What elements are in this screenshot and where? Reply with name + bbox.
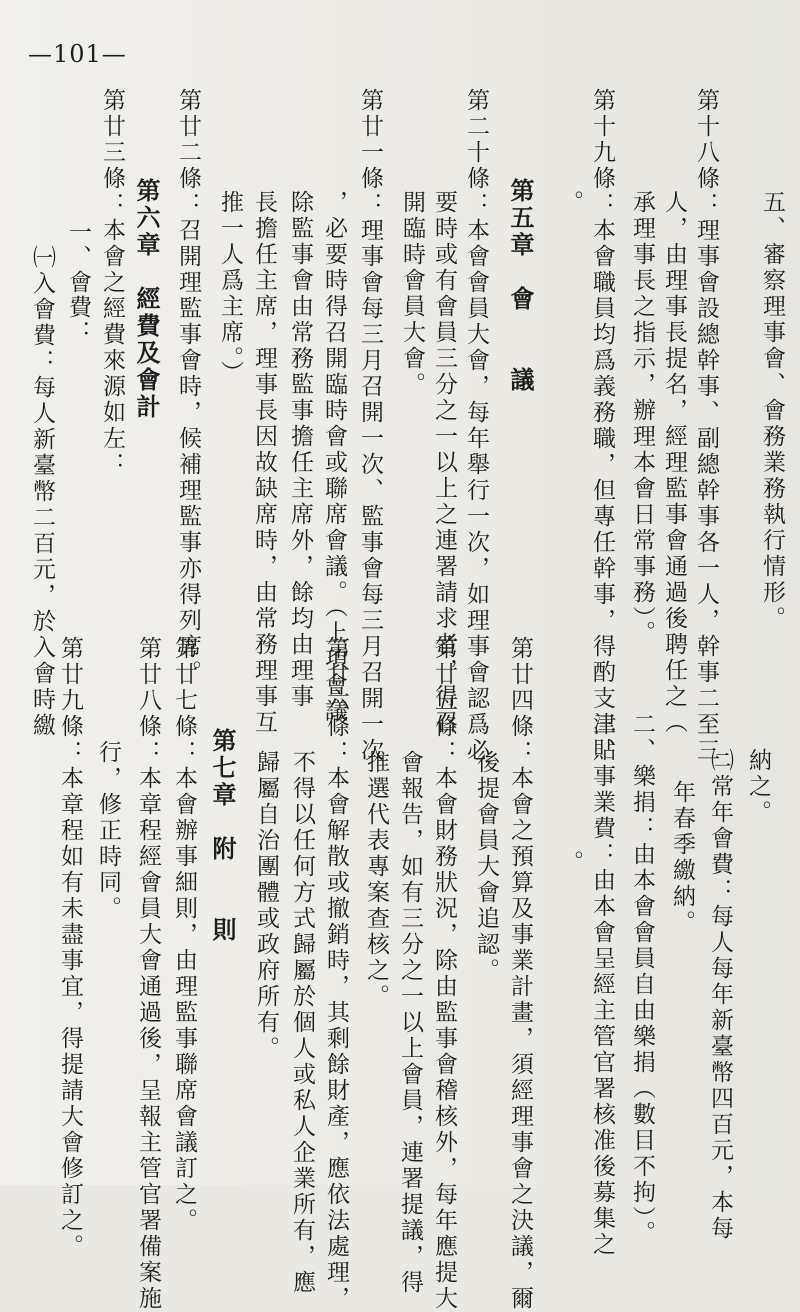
chapter-7-heading: 第七章 附 則	[208, 728, 236, 944]
article-28-line: 第廿八條：本章程經會員大會通過後，呈報主管官署備案施	[135, 636, 161, 1312]
article-29-line: 第廿九條：本章程如有未盡事宜，得提請大會修訂之。	[57, 636, 83, 1260]
page-number: —101—	[28, 40, 127, 68]
text-line: 承理事長之指示，辦理本會日常事務）。	[629, 190, 655, 647]
article-25-line: 第廿五條：本會財務狀況，除由監事會稽核外，每年應提大	[431, 636, 457, 1312]
article-26-line: 第廿六條：本會解散或撤銷時，其剩餘財產，應依法處理，	[323, 636, 349, 1312]
article-22-line: 第廿二條：召開理監事會時，候補理監事亦得列席。	[175, 88, 201, 686]
text-line: 行，修正時同。	[95, 740, 121, 922]
text-line: ㈠入會費：每人新臺幣二百元，於入會時繳	[29, 245, 55, 739]
article-19-line: 第十九條：本會職員均爲義務職，但專任幹事，得酌支津貼	[589, 88, 615, 764]
text-line: 納之。	[745, 748, 771, 826]
article-27-line: 第廿七條：本會辦事細則，由理監事聯席會議訂之。	[171, 636, 197, 1234]
text-line: 長擔任主席，理事長因故缺席時，由常務理事互	[251, 190, 277, 736]
text-line: 歸屬自治團體或政府所有。	[253, 750, 279, 1062]
text-line: ，必要時得召開臨時會或聯席會議。（上項會議	[321, 190, 347, 725]
text-line: 一、會費：	[65, 220, 91, 345]
article-24-line: 第廿四條：本會之預算及事業計畫，須經理事會之決議，爾	[507, 636, 533, 1312]
article-21-line: 第廿一條：理事會每三月召開一次、監事會每三月召開一次	[357, 88, 383, 764]
text-line: 會報告，如有三分之一以上會員，連署提議，得	[397, 750, 423, 1296]
text-line: 後提會員大會追認。	[473, 750, 499, 984]
text-line: 推一人爲主席。）	[217, 190, 243, 387]
text-line: 二、樂捐：由本會會員自由樂捐（數目不拘）。	[629, 712, 655, 1247]
text-line: 人，由理事長提名，經理監事會通過後聘任之（	[661, 190, 687, 736]
text-line: 除監事會由常務監事擔任主席外，餘均由理事	[287, 190, 313, 710]
text-line: 五、審察理事會、會務業務執行情形。	[759, 190, 785, 632]
chapter-5-heading: 第五章 會 議	[506, 178, 534, 394]
text-line: 。	[557, 850, 583, 876]
chapter-6-heading: 第六章 經費及會計	[132, 178, 160, 421]
article-18-line: 第十八條：理事會設總幹事、副總幹事各一人，幹事二至三	[693, 88, 719, 764]
text-line: 不得以任何方式歸屬於個人或私人企業所有，應	[289, 750, 315, 1296]
article-23-line: 第廿三條：本會之經費來源如左：	[99, 88, 125, 478]
text-line: 要時或有會員三分之一以上之連署請求者，得召	[431, 190, 457, 736]
text-line: 推選代表專案查核之。	[363, 750, 389, 1010]
text-line: 三、事業費：由本會呈經主管官署核准後募集之	[589, 712, 615, 1258]
text-line: 年春季繳納。	[669, 780, 695, 936]
text-line: 。	[557, 190, 583, 216]
text-line: 開臨時會員大會。	[399, 190, 425, 398]
text-line: ㈡常年會費：每人每年新臺幣四百元，本每	[707, 748, 733, 1242]
article-20-line: 第二十條：本會會員大會，每年舉行一次，如理事會認爲必	[463, 88, 489, 764]
